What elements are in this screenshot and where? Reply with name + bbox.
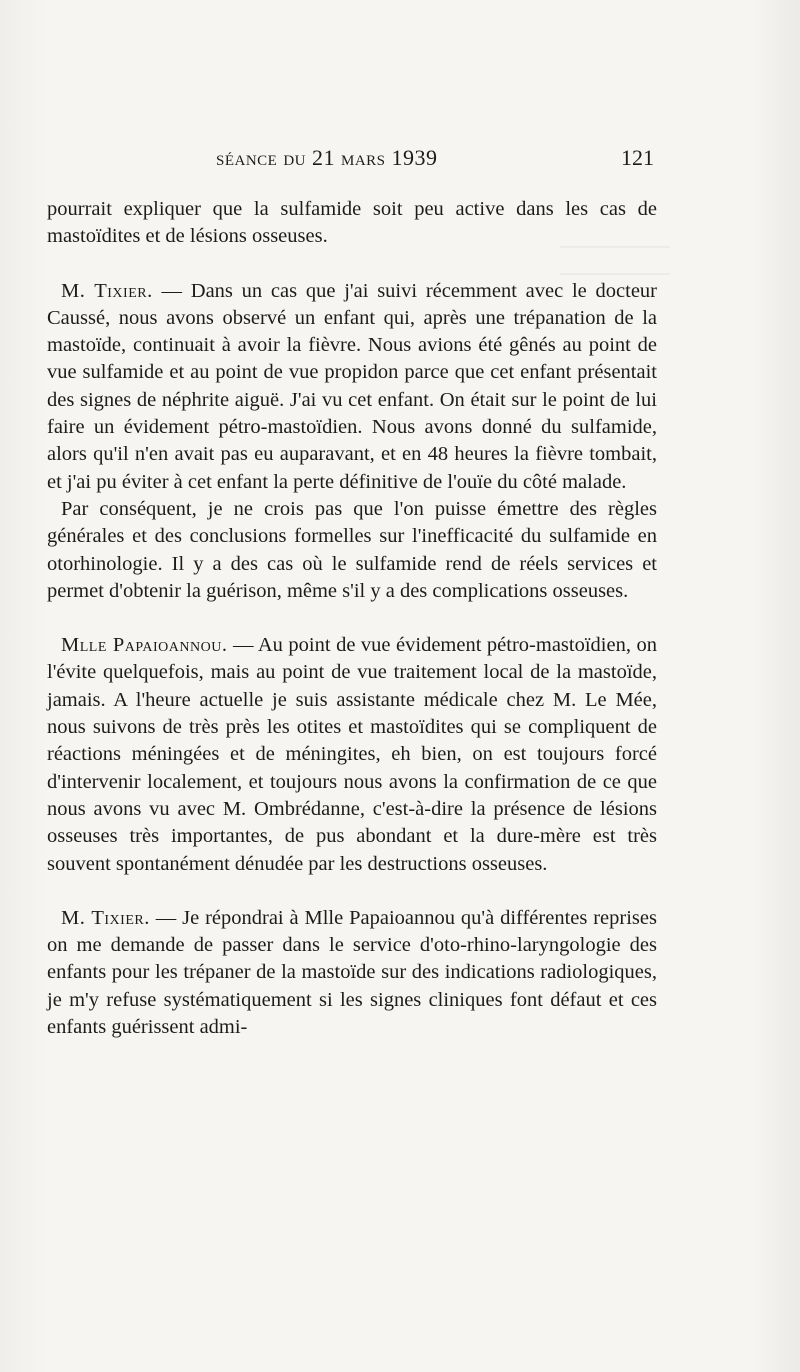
page-number: 121	[621, 145, 654, 170]
body-text	[47, 196, 657, 1041]
paragraph-text: — Au point de vue évidement pétro-mastoïdien, on l'évite quelquefois, mais au point de vue traitement local de la mastoïde, jamais. A l'heure actuelle je suis assistante médicale chez M. Le Mée, nous suivons de très près les otites et mastoïdites qui se compliquent de réactions méningées et de méningites, eh bien, on est toujours forcé d'intervenir localement, et toujours nous avons la confirmation de ce que nous avons vu avec M. Ombrédanne, c'est-à-dire la présence de lésions osseuses très importantes, de pus abondant et la dure-mère est très souvent spontanément dénudée par les destructions osseuses.	[47, 634, 657, 875]
speaker-name: M. Tixier.	[61, 279, 153, 302]
paragraph-papaioannou	[47, 632, 657, 878]
page-header	[216, 143, 654, 175]
paragraph-text: Par conséquent, je ne crois pas que l'on puisse émettre des règles générales et des conclusions formelles sur l'inefficacité du sulfamide en otorhinologie. Il y a des cas où le sulfamide rend de réels services et permet d'obtenir la guérison, même s'il y a des complications osseuses.	[47, 497, 657, 602]
speaker-name: M. Tixier.	[61, 906, 150, 929]
paragraph-text: — Dans un cas que j'ai suivi récemment avec le docteur Caussé, nous avons observé un enfant qui, après une trépanation de la mastoïde, continuait à avoir la fièvre. Nous avions été gênés au point de vue sulfamide et au point de vue propidon parce que cet enfant présentait des signes de néphrite aiguë. J'ai vu cet enfant. On était sur le point de lui faire un évidement pétro-mastoïdien. Nous avons donné du sulfamide, alors qu'il n'en avait pas eu auparavant, et en 48 heures la fièvre tombait, et j'ai pu éviter à cet enfant la perte définitive de l'ouïe du côté malade.	[47, 279, 657, 493]
paragraph-text: — Je répondrai à Mlle Papaioannou qu'à différentes reprises on me demande de passer dans le service d'oto-rhino-laryngologie des enfants pour les trépaner de la mastoïde sur des indications radiologiques, je m'y refuse systématiquement si les signes cliniques font défaut et ces enfants guérissent admi-	[47, 906, 657, 1039]
paragraph-tixier-2	[47, 905, 657, 1041]
paragraph-consequence	[47, 496, 657, 605]
running-head: séance du 21 mars 1939	[216, 145, 438, 170]
paragraph-tixier-1	[47, 278, 657, 496]
speaker-name: Mlle Papaioannou.	[61, 634, 228, 657]
paragraph-continuation	[47, 196, 657, 251]
paragraph-text: pourrait expliquer que la sulfamide soit peu active dans les cas de mastoïdites et de lésions osseuses.	[47, 198, 657, 248]
